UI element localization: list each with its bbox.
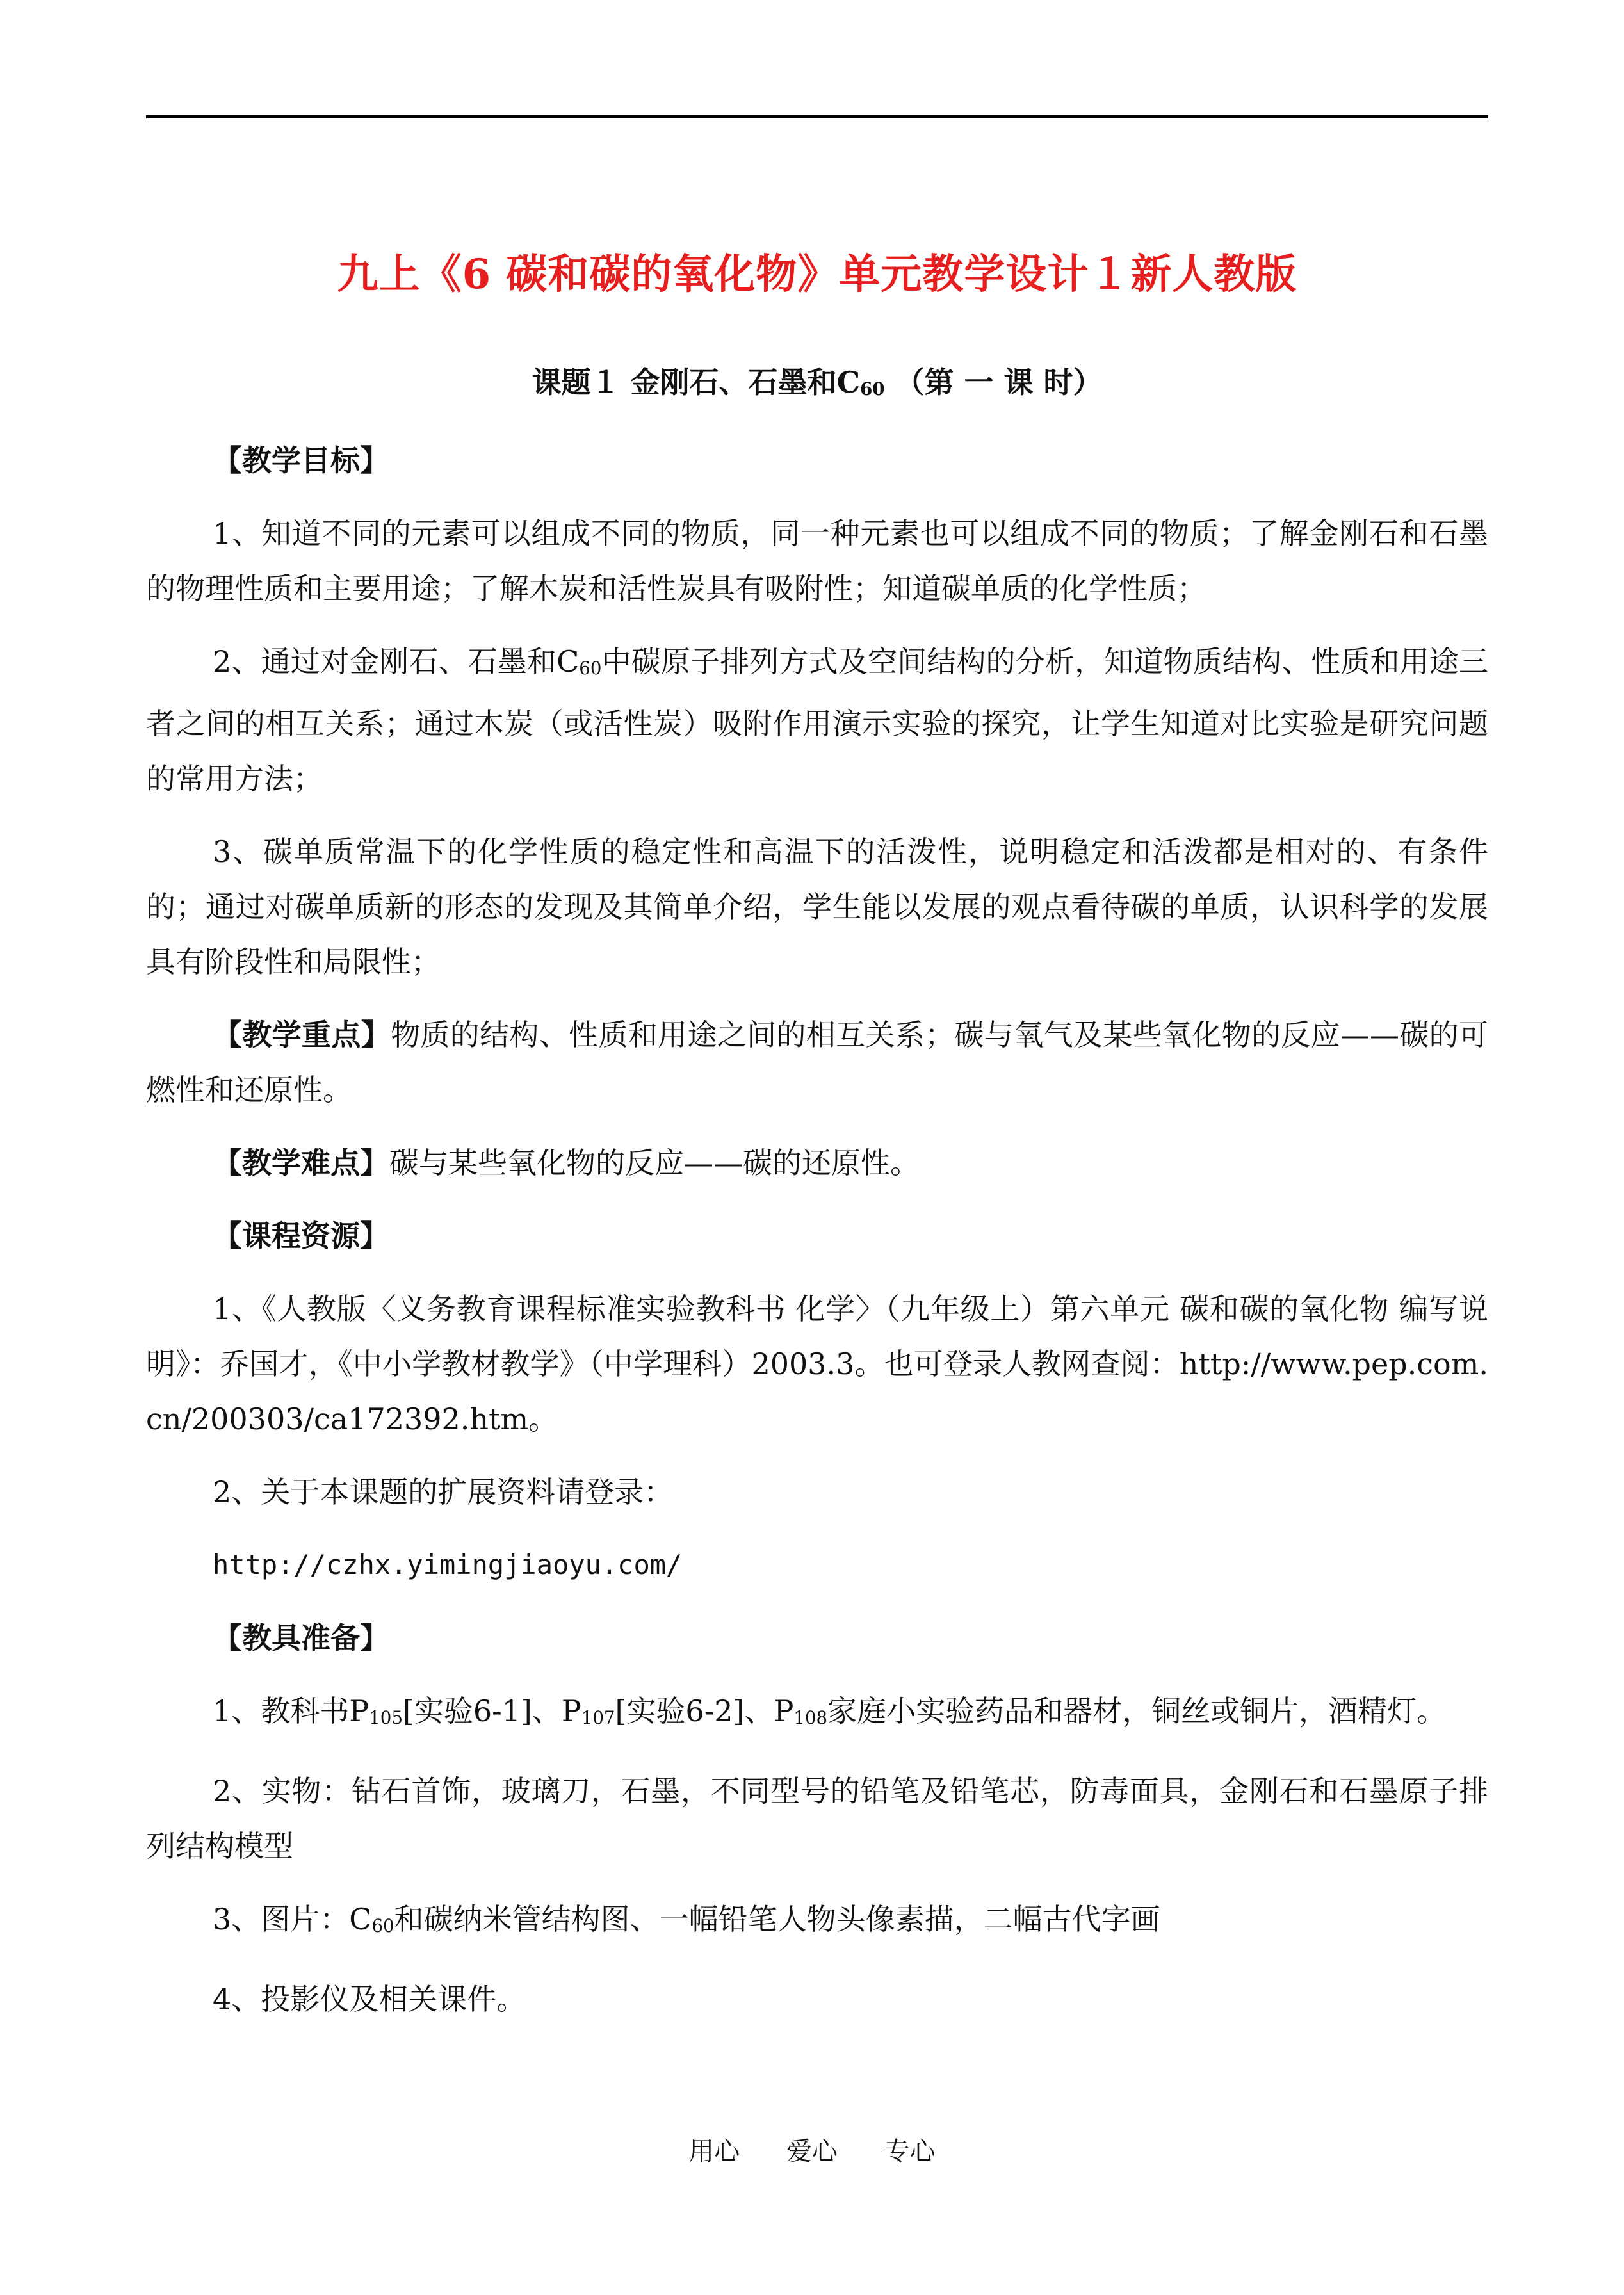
equipment-1-part-a: 1、教科书P <box>213 1694 369 1729</box>
equipment-1-part-d: 家庭小实验药品和器材，铜丝或铜片，酒精灯。 <box>827 1694 1447 1729</box>
equipment-3-subscript: 60 <box>371 1915 394 1937</box>
lesson-title-subscript: 60 <box>860 378 885 400</box>
objective-paragraph-1: 1、知道不同的元素可以组成不同的物质，同一种元素也可以组成不同的物质；了解金刚石和石墨的物理性质和主要用途；了解木炭和活性炭具有吸附性；知道碳单质的化学性质； <box>146 516 1488 606</box>
objective-2-subscript: 60 <box>579 658 602 679</box>
page-footer <box>0 2132 1624 2171</box>
resource-link[interactable]: http://czhx.yimingjiaoyu.com/ <box>213 1549 683 1581</box>
equipment-3-part-a: 3、图片：C <box>213 1902 372 1937</box>
equipment-3-part-b: 和碳纳米管结构图、一幅铅笔人物头像素描，二幅古代字画 <box>394 1902 1160 1937</box>
page-subscript-107: 107 <box>581 1707 615 1729</box>
footer-word-3: 专心 <box>884 2137 936 2166</box>
document-body <box>146 433 1488 2045</box>
key-points-paragraph <box>146 1007 1488 1117</box>
equipment-1-part-c: [实验6-2]、P <box>615 1694 794 1729</box>
equipment-heading: 【教具准备】 <box>213 1621 389 1656</box>
lesson-title <box>146 360 1488 412</box>
resource-paragraph-1: 1、《人教版〈义务教育课程标准实验教科书 化学〉（九年级上）第六单元 碳和碳的氧化物 编写说明》：乔国才，《中小学教材教学》（中学理科）2003.3。也可登录人教网查阅：http://www.pep.com.cn/200303/ca172392.htm。 <box>146 1292 1488 1437</box>
document-title: 九上《6 碳和碳的氧化物》单元教学设计１新人教版 <box>337 250 1297 298</box>
difficulties-heading: 【教学难点】 <box>213 1146 389 1181</box>
key-points-text: 物质的结构、性质和用途之间的相互关系；碳与氧气及某些氧化物的反应——碳的可燃性和还原性。 <box>146 1018 1489 1108</box>
lesson-title-suffix: （第 一 课 时） <box>884 365 1103 400</box>
resources-heading: 【课程资源】 <box>213 1219 389 1254</box>
equipment-paragraph-3 <box>146 1892 1488 1954</box>
equipment-paragraph-2: 2、实物：钻石首饰，玻璃刀，石墨，不同型号的铅笔及铅笔芯，防毒面具，金刚石和石墨原子排列结构模型 <box>146 1774 1488 1864</box>
header-rule <box>146 115 1488 118</box>
objective-2-part-b: 中碳原子排列方式及空间结构的分析，知道物质结构、性质和用途三者之间的相互关系；通过木炭（或活性炭）吸附作用演示实验的探究，让学生知道对比实验是研究问题的常用方法； <box>146 644 1488 797</box>
footer-word-1: 用心 <box>688 2137 740 2166</box>
resource-paragraph-2: 2、关于本课题的扩展资料请登录： <box>213 1475 674 1510</box>
difficulties-paragraph <box>146 1135 1488 1190</box>
key-points-heading: 【教学重点】 <box>213 1018 391 1053</box>
equipment-1-part-b: [实验6-1]、P <box>402 1694 581 1729</box>
difficulties-text: 碳与某些氧化物的反应——碳的还原性。 <box>389 1146 920 1181</box>
objectives-heading: 【教学目标】 <box>213 443 389 478</box>
page-subscript-108: 108 <box>793 1707 828 1729</box>
objective-2-part-a: 2、通过对金刚石、石墨和C <box>213 644 580 679</box>
objective-paragraph-3: 3、碳单质常温下的化学性质的稳定性和高温下的活泼性，说明稳定和活泼都是相对的、有条件的；通过对碳单质新的形态的发现及其简单介绍，学生能以发展的观点看待碳的单质，认识科学的发展具有阶段性和局限性； <box>146 834 1488 980</box>
page-subscript-105: 105 <box>369 1707 403 1729</box>
equipment-paragraph-1 <box>146 1683 1488 1746</box>
objective-paragraph-2 <box>146 634 1488 806</box>
footer-word-2: 爱心 <box>786 2137 838 2166</box>
equipment-paragraph-4: 4、投影仪及相关课件。 <box>213 1982 526 2017</box>
lesson-title-prefix: 课题１ 金刚石、石墨和C <box>532 365 861 400</box>
